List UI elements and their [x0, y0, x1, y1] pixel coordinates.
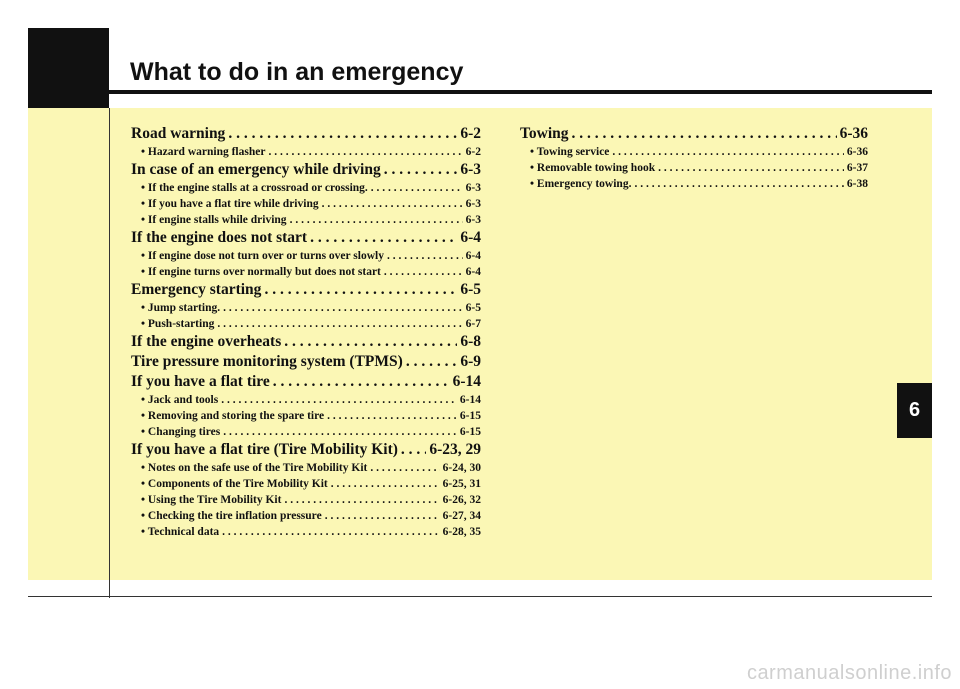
toc-entry-title: • Push-starting — [141, 318, 215, 330]
toc-entry-title: • Removing and storing the spare tire — [141, 410, 325, 422]
toc-section-entry[interactable] — [131, 124, 481, 144]
toc-subsection-entry[interactable] — [131, 300, 481, 316]
toc-entry-title: In case of an emergency while driving — [131, 161, 381, 178]
toc-section-entry[interactable] — [131, 352, 481, 372]
toc-leader-dots — [228, 124, 457, 144]
toc-subsection-entry[interactable] — [131, 180, 481, 196]
toc-entry-title: • Changing tires — [141, 426, 221, 438]
toc-entry-page: 6-4 — [465, 266, 481, 278]
toc-entry-page: 6-15 — [459, 410, 481, 422]
toc-entry-page: 6-7 — [465, 318, 481, 330]
toc-column-left — [131, 124, 481, 540]
toc-entry-title: Tire pressure monitoring system (TPMS) — [131, 353, 403, 370]
toc-leader-dots — [572, 124, 837, 144]
toc-entry-page: 6-3 — [465, 182, 481, 194]
toc-entry-page: 6-38 — [846, 178, 868, 190]
toc-entry-page: 6-36 — [846, 146, 868, 158]
toc-entry-title: • If the engine stalls at a crossroad or crossing. — [141, 182, 368, 194]
toc-leader-dots — [310, 228, 457, 248]
toc-subsection-entry[interactable] — [131, 316, 481, 332]
toc-entry-title: • If engine turns over normally but does not start — [141, 266, 381, 278]
toc-leader-dots — [322, 196, 463, 212]
toc-entry-page: 6-5 — [460, 281, 481, 298]
toc-subsection-entry[interactable] — [131, 424, 481, 440]
toc-subsection-entry[interactable] — [520, 176, 868, 192]
toc-leader-dots — [264, 280, 457, 300]
toc-subsection-entry[interactable] — [131, 492, 481, 508]
toc-entry-page: 6-14 — [452, 373, 481, 390]
title-rule — [109, 90, 932, 94]
toc-leader-dots — [325, 508, 440, 524]
toc-entry-title: Road warning — [131, 125, 226, 142]
toc-entry-title: • Components of the Tire Mobility Kit — [141, 478, 328, 490]
toc-leader-dots — [406, 352, 458, 372]
toc-entry-page: 6-26, 32 — [442, 494, 481, 506]
toc-entry-title: • Jack and tools — [141, 394, 219, 406]
toc-leader-dots — [223, 424, 457, 440]
toc-entry-page: 6-28, 35 — [442, 526, 481, 538]
toc-leader-dots — [612, 144, 843, 160]
toc-entry-page: 6-15 — [459, 426, 481, 438]
toc-subsection-entry[interactable] — [131, 212, 481, 228]
toc-section-entry[interactable] — [131, 440, 481, 460]
toc-leader-dots — [221, 392, 457, 408]
toc-entry-title: Towing — [520, 125, 569, 142]
toc-leader-dots — [658, 160, 844, 176]
toc-section-entry[interactable] — [131, 228, 481, 248]
toc-entry-title: • Towing service — [530, 146, 610, 158]
toc-entry-page: 6-37 — [846, 162, 868, 174]
toc-leader-dots — [331, 476, 440, 492]
toc-entry-title: • Hazard warning flasher — [141, 146, 266, 158]
toc-subsection-entry[interactable] — [131, 408, 481, 424]
toc-section-entry[interactable] — [131, 332, 481, 352]
toc-entry-page: 6-24, 30 — [442, 462, 481, 474]
toc-entry-page: 6-8 — [460, 333, 481, 350]
toc-leader-dots — [370, 460, 439, 476]
toc-subsection-entry[interactable] — [520, 144, 868, 160]
toc-entry-page: 6-9 — [460, 353, 481, 370]
toc-subsection-entry[interactable] — [131, 392, 481, 408]
toc-subsection-entry[interactable] — [131, 508, 481, 524]
toc-entry-page: 6-36 — [839, 125, 868, 142]
toc-entry-title: • Technical data — [141, 526, 220, 538]
toc-section-entry[interactable] — [131, 280, 481, 300]
toc-entry-page: 6-4 — [465, 250, 481, 262]
toc-entry-title: If the engine does not start — [131, 229, 308, 246]
toc-leader-dots — [327, 408, 457, 424]
toc-entry-title: • Using the Tire Mobility Kit — [141, 494, 282, 506]
toc-entry-title: If you have a flat tire — [131, 373, 270, 390]
toc-leader-dots — [634, 176, 843, 192]
chapter-tab[interactable]: 6 — [897, 383, 932, 438]
toc-entry-title: If the engine overheats — [131, 333, 282, 350]
toc-entry-title: • If engine stalls while driving — [141, 214, 287, 226]
toc-column-right — [520, 124, 868, 192]
toc-leader-dots — [290, 212, 463, 228]
toc-entry-title: • Checking the tire inflation pressure — [141, 510, 322, 522]
toc-subsection-entry[interactable] — [131, 144, 481, 160]
toc-entry-page: 6-4 — [460, 229, 481, 246]
toc-entry-title: • If you have a flat tire while driving — [141, 198, 319, 210]
toc-entry-title: • Notes on the safe use of the Tire Mobility Kit — [141, 462, 368, 474]
toc-entry-page: 6-3 — [460, 161, 481, 178]
toc-entry-title: Emergency starting — [131, 281, 262, 298]
toc-leader-dots — [401, 440, 426, 460]
toc-entry-title: • Jump starting. — [141, 302, 221, 314]
toc-entry-title: • Emergency towing. — [530, 178, 632, 190]
watermark: carmanualsonline.info — [746, 662, 952, 684]
toc-leader-dots — [284, 492, 439, 508]
toc-entry-title: • Removable towing hook — [530, 162, 656, 174]
toc-subsection-entry[interactable] — [131, 524, 481, 540]
toc-leader-dots — [222, 524, 440, 540]
toc-leader-dots — [384, 160, 458, 180]
toc-leader-dots — [273, 372, 450, 392]
toc-leader-dots — [284, 332, 457, 352]
toc-entry-page: 6-3 — [465, 198, 481, 210]
toc-subsection-entry[interactable] — [131, 476, 481, 492]
toc-entry-page: 6-2 — [460, 125, 481, 142]
toc-subsection-entry[interactable] — [520, 160, 868, 176]
toc-subsection-entry[interactable] — [131, 248, 481, 264]
toc-entry-page: 6-3 — [465, 214, 481, 226]
toc-entry-page: 6-27, 34 — [442, 510, 481, 522]
toc-leader-dots — [387, 248, 463, 264]
toc-subsection-entry[interactable] — [131, 196, 481, 212]
bottom-rule — [28, 596, 932, 597]
toc-leader-dots — [384, 264, 463, 280]
toc-entry-title: If you have a flat tire (Tire Mobility Kit) — [131, 441, 398, 458]
toc-leader-dots — [223, 300, 463, 316]
page-title: What to do in an emergency — [130, 58, 464, 86]
toc-leader-dots — [371, 180, 463, 196]
left-margin-line — [109, 108, 110, 598]
toc-section-entry[interactable] — [131, 160, 481, 180]
toc-leader-dots — [268, 144, 462, 160]
toc-entry-page: 6-5 — [465, 302, 481, 314]
toc-entry-page: 6-23, 29 — [429, 441, 481, 458]
toc-leader-dots — [217, 316, 462, 332]
toc-subsection-entry[interactable] — [131, 264, 481, 280]
toc-entry-page: 6-25, 31 — [442, 478, 481, 490]
toc-entry-page: 6-14 — [459, 394, 481, 406]
toc-section-entry[interactable] — [131, 372, 481, 392]
toc-subsection-entry[interactable] — [131, 460, 481, 476]
toc-entry-title: • If engine dose not turn over or turns over slowly — [141, 250, 384, 262]
header-black-block — [28, 28, 109, 108]
toc-section-entry[interactable] — [520, 124, 868, 144]
toc-entry-page: 6-2 — [465, 146, 481, 158]
